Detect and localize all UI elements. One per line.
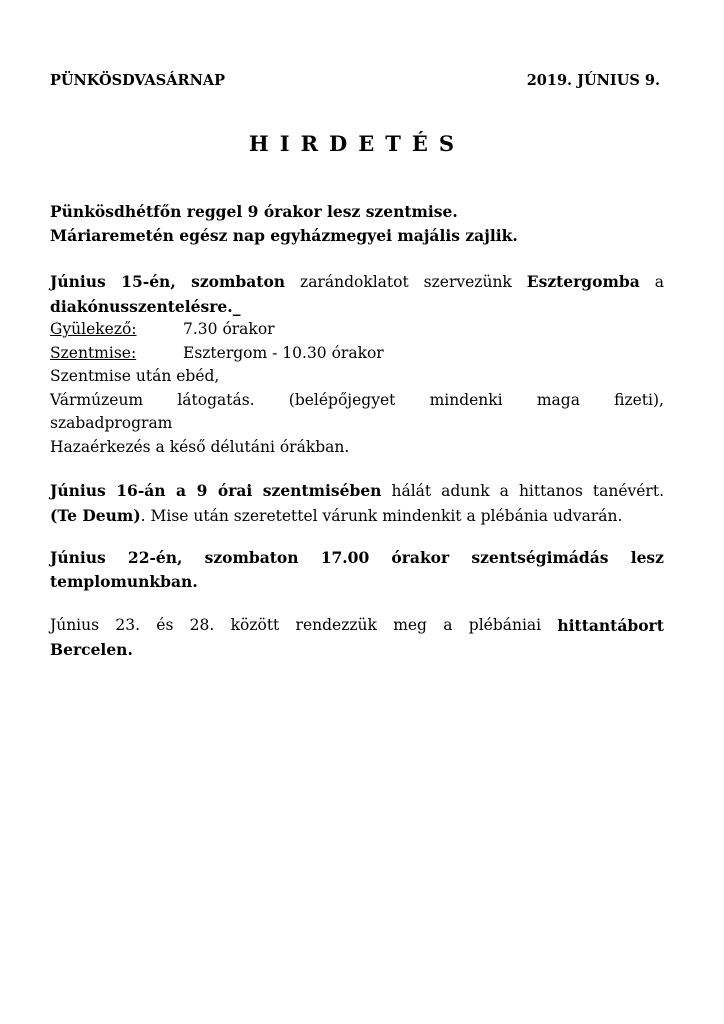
word: maga	[536, 390, 580, 409]
text-span: zarándoklatot szervezünk	[285, 273, 527, 291]
word: és	[156, 616, 174, 634]
word: látogatás.	[177, 390, 255, 409]
announcement-pilgrimage	[50, 270, 664, 459]
pilgrimage-destination: Esztergomba	[526, 272, 640, 291]
header	[50, 72, 664, 96]
word: rendezzük	[295, 616, 377, 634]
pilgrimage-date: Június 15-én, szombaton	[50, 272, 286, 291]
text-line-museum	[50, 389, 664, 413]
text-line	[50, 546, 664, 570]
text-span: hálát adunk a hittanos tanévért.	[381, 482, 664, 500]
word: (belépőjegyet	[288, 390, 396, 409]
text-line: Pünkösdhétfőn reggel 9 órakor lesz szentmise.	[50, 202, 458, 221]
text-line	[50, 504, 664, 529]
word: szombaton	[204, 548, 299, 567]
schedule-label: Szentmise:	[50, 343, 137, 362]
text-line: diakónusszentelésre._	[50, 296, 241, 316]
word: 23.	[115, 616, 140, 634]
text-line: Szentmise után ebéd,	[50, 367, 220, 385]
word: fizeti),	[614, 390, 664, 409]
header-date: 2019. JÚNIUS 9.	[526, 72, 660, 89]
announcement-whit-monday	[50, 200, 664, 247]
text-line: Máriaremetén egész nap egyházmegyei majális zajlik.	[50, 225, 518, 245]
word: meg	[393, 616, 427, 634]
word: plébániai	[468, 616, 542, 634]
word: 17.00	[320, 548, 370, 567]
text-line	[50, 614, 664, 638]
word: szentségimádás	[471, 548, 609, 567]
text-line: templomunkban.	[50, 571, 198, 591]
word: órakor	[391, 548, 450, 567]
camp-location: Bercelen.	[50, 639, 133, 659]
word: Vármúzeum	[50, 390, 144, 409]
page-title: HIRDETÉS	[248, 131, 466, 156]
word: 28.	[189, 616, 215, 634]
text-line: Hazaérkezés a késő délutáni órákban.	[50, 437, 350, 456]
text-span: . Mise után szeretettel várunk mindenkit a plébánia udvarán.	[140, 506, 623, 525]
schedule-value: 7.30 órakor	[183, 320, 275, 338]
text-line	[50, 479, 664, 504]
schedule-mass	[50, 342, 664, 366]
word: a	[443, 616, 453, 634]
word: Június	[50, 548, 106, 567]
camp-word: hittantábort	[557, 616, 664, 635]
schedule-gathering	[50, 318, 664, 342]
word: mindenki	[429, 390, 503, 409]
text-line	[50, 270, 664, 295]
schedule-label: Gyülekező:	[50, 320, 137, 338]
announcement-camp	[50, 614, 664, 661]
announcement-thanksgiving	[50, 479, 664, 528]
te-deum: (Te Deum)	[50, 505, 141, 525]
thanksgiving-date: Június 16-án a 9 órai szentmisében	[50, 481, 382, 500]
word: 22-én,	[127, 548, 183, 567]
text-span: a	[639, 273, 664, 291]
word: között	[230, 616, 280, 634]
announcement-adoration	[50, 546, 664, 593]
word: Június	[50, 616, 100, 634]
text-line: szabadprogram	[50, 414, 173, 432]
schedule-value: Esztergom - 10.30 órakor	[183, 343, 384, 362]
word: lesz	[630, 548, 664, 567]
header-occasion: PÜNKÖSDVASÁRNAP	[50, 72, 225, 89]
